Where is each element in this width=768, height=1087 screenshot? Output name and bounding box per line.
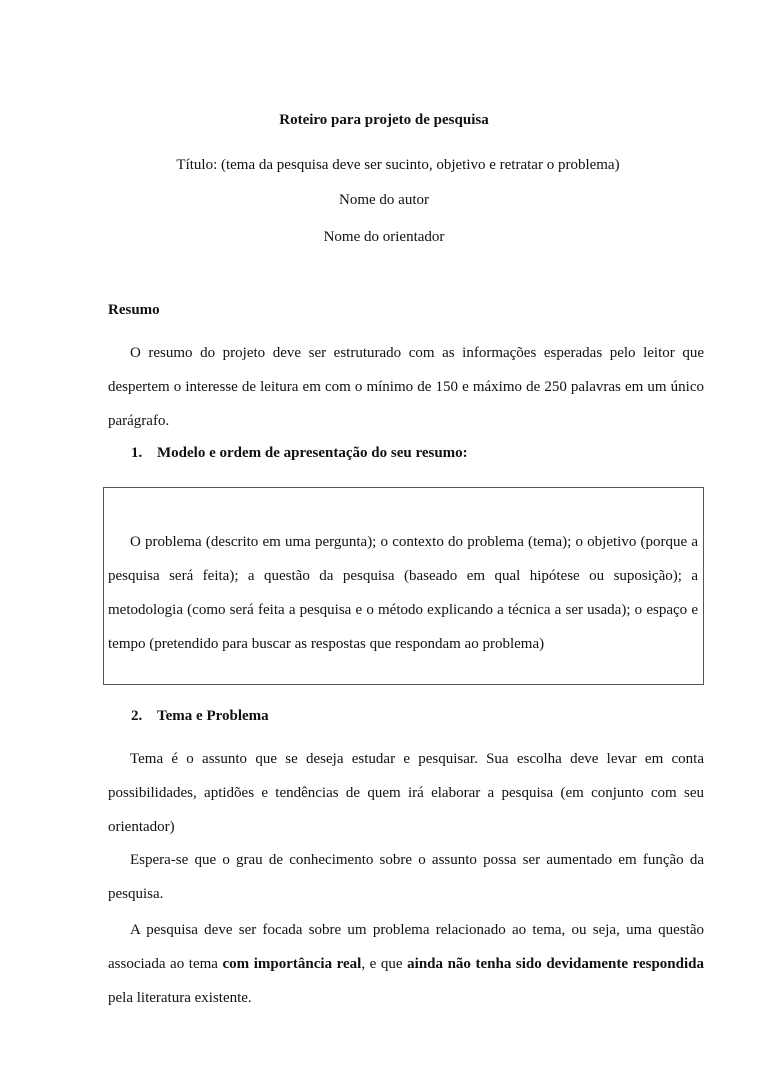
document-title: Roteiro para projeto de pesquisa xyxy=(279,112,489,128)
section-2-number: 2. xyxy=(131,708,143,724)
title-instruction: Título: (tema da pesquisa deve ser sucinto, objetivo e retratar o problema) xyxy=(176,157,620,173)
problema-text-3: pela literatura existente. xyxy=(108,990,252,1006)
tema-paragraph-text: Tema é o assunto que se deseja estudar e pesquisar. Sua escolha deve levar em conta possibilidades, aptidões e tendências de quem irá elaborar a pesquisa (em conjunto com seu orientador) xyxy=(108,751,704,835)
problema-text-2: , e que xyxy=(361,956,408,972)
resumo-heading: Resumo xyxy=(108,302,160,318)
section-1-title: Modelo e ordem de apresentação do seu resumo: xyxy=(157,445,468,461)
resumo-paragraph xyxy=(108,336,704,438)
grau-paragraph-text: Espera-se que o grau de conhecimento sobre o assunto possa ser aumentado em função da pesquisa. xyxy=(108,852,704,902)
problema-emphasis-2: ainda não tenha sido devidamente respondida xyxy=(407,956,704,972)
section-2-heading xyxy=(131,706,269,726)
problema-emphasis-1: com importância real xyxy=(222,956,362,972)
resumo-paragraph-text: O resumo do projeto deve ser estruturado com as informações esperadas pelo leitor que despertem o interesse de leitura em com o mínimo de 150 e máximo de 250 palavras em um único parágrafo. xyxy=(108,345,704,429)
problema-paragraph xyxy=(108,913,704,1015)
author-name: Nome do autor xyxy=(339,192,429,208)
section-1-heading xyxy=(131,443,468,463)
section-1-number: 1. xyxy=(131,445,143,461)
grau-paragraph xyxy=(108,843,704,911)
summary-model-text xyxy=(108,525,698,661)
summary-model-text-content: O problema (descrito em uma pergunta); o contexto do problema (tema); o objetivo (porque a pesquisa será feita); a questão da pesquisa (baseado em qual hipótese ou suposição); a metodologia (como será feita a pesquisa e o método explicando a técnica a ser usada); o espaço e tempo (pretendido para buscar as respostas que respondam ao problema) xyxy=(108,534,698,652)
problema-text-1: A pesquisa deve ser focada sobre um problema relacionado ao tema, ou seja, uma questão associada ao tema xyxy=(108,922,704,972)
advisor-name: Nome do orientador xyxy=(323,229,445,245)
tema-paragraph xyxy=(108,742,704,844)
section-2-title: Tema e Problema xyxy=(157,708,269,724)
